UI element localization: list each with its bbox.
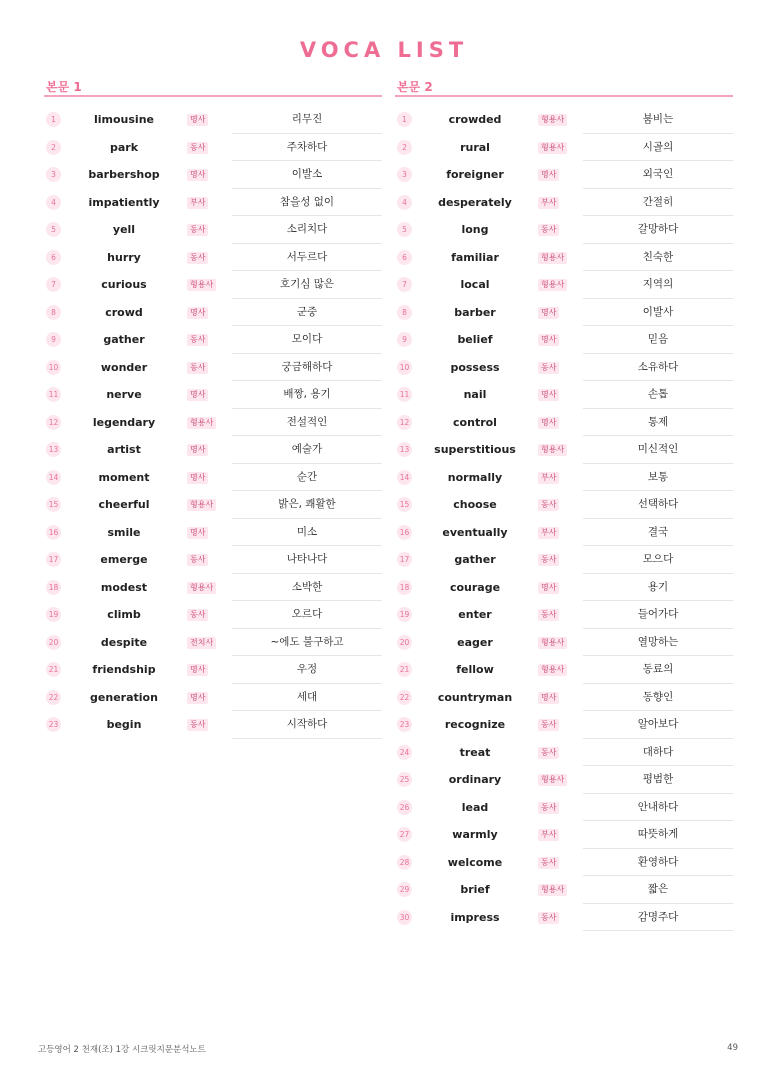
vocab-row: [395, 546, 733, 574]
vocab-meaning: 나타나다: [232, 546, 382, 574]
part-of-speech-badge: 동사: [538, 362, 559, 374]
item-number: 6: [46, 250, 61, 265]
item-number: 1: [46, 112, 61, 127]
item-number: 5: [46, 222, 61, 237]
vocab-meaning: 참을성 없이: [232, 189, 382, 217]
part-of-speech-badge: 동사: [538, 747, 559, 759]
part-of-speech-badge: 명사: [187, 692, 208, 704]
vocab-row: [395, 326, 733, 354]
vocab-meaning: 간절히: [583, 189, 733, 217]
part-of-speech-badge: 동사: [187, 609, 208, 621]
vocab-meaning: 서두르다: [232, 244, 382, 272]
vocab-meaning: 평범한: [583, 766, 733, 794]
vocab-row: [395, 106, 733, 134]
item-number: 3: [46, 167, 61, 182]
vocab-row: [44, 299, 382, 327]
item-number: 18: [46, 580, 61, 595]
vocab-meaning: 대하다: [583, 739, 733, 767]
page-title: VOCA LIST: [299, 38, 469, 62]
vocab-word: enter: [458, 608, 492, 621]
vocab-meaning: 통제: [583, 409, 733, 437]
vocab-row: [44, 271, 382, 299]
vocab-meaning: 지역의: [583, 271, 733, 299]
vocab-word: gather: [454, 553, 496, 566]
part-of-speech-badge: 명사: [187, 444, 208, 456]
part-of-speech-badge: 형용사: [538, 114, 567, 126]
item-number: 2: [397, 140, 412, 155]
vocab-list: [44, 106, 382, 739]
part-of-speech-badge: 부사: [538, 829, 559, 841]
vocab-meaning: 호기심 많은: [232, 271, 382, 299]
vocab-row: [395, 794, 733, 822]
page-number: 49: [727, 1043, 738, 1053]
vocab-meaning: 소유하다: [583, 354, 733, 382]
vocab-word: limousine: [93, 113, 154, 126]
vocab-row: [395, 189, 733, 217]
vocab-row: [44, 491, 382, 519]
vocab-word: curious: [101, 278, 147, 291]
item-number: 6: [397, 250, 412, 265]
vocab-row: [395, 656, 733, 684]
part-of-speech-badge: 부사: [538, 472, 559, 484]
vocab-meaning: 예술가: [232, 436, 382, 464]
vocab-word: hurry: [107, 250, 141, 264]
vocab-word: legendary: [92, 415, 156, 429]
vocab-word: familiar: [451, 250, 499, 264]
vocab-row: [44, 436, 382, 464]
vocab-word: foreigner: [446, 168, 504, 181]
vocab-row: [395, 601, 733, 629]
vocab-row: [44, 381, 382, 409]
item-number: 19: [397, 607, 412, 622]
footer-text: 고등영어 2 천재(조) 1강 시크릿지문분석노트: [38, 1045, 206, 1055]
vocab-meaning: 소리치다: [232, 216, 382, 244]
part-of-speech-badge: 형용사: [538, 637, 567, 649]
item-number: 21: [46, 662, 61, 677]
vocab-row: [395, 299, 733, 327]
vocab-meaning: 군중: [232, 299, 382, 327]
item-number: 14: [46, 470, 61, 485]
vocab-word: gather: [103, 333, 145, 346]
part-of-speech-badge: 동사: [187, 362, 208, 374]
part-of-speech-badge: 명사: [538, 307, 559, 319]
vocab-row: [395, 519, 733, 547]
part-of-speech-badge: 부사: [538, 197, 559, 209]
vocab-row: [395, 271, 733, 299]
vocab-meaning: ~에도 불구하고: [232, 629, 382, 657]
vocab-word: lead: [461, 800, 489, 814]
part-of-speech-badge: 명사: [187, 472, 208, 484]
vocab-meaning: 짧은: [583, 876, 733, 904]
part-of-speech-badge: 명사: [538, 169, 559, 181]
vocab-word: artist: [107, 443, 141, 456]
part-of-speech-badge: 동사: [187, 554, 208, 566]
vocab-word: normally: [447, 470, 503, 484]
vocab-row: [395, 464, 733, 492]
item-number: 16: [46, 525, 61, 540]
vocab-meaning: 안내하다: [583, 794, 733, 822]
item-number: 5: [397, 222, 412, 237]
item-number: 12: [397, 415, 412, 430]
item-number: 13: [397, 442, 412, 457]
vocab-row: [44, 656, 382, 684]
vocab-meaning: 들어가다: [583, 601, 733, 629]
item-number: 27: [397, 827, 412, 842]
part-of-speech-badge: 동사: [538, 554, 559, 566]
vocab-word: barber: [454, 305, 496, 319]
vocab-word: choose: [453, 498, 497, 511]
part-of-speech-badge: 형용사: [538, 884, 567, 896]
item-number: 18: [397, 580, 412, 595]
vocab-word: nail: [463, 388, 487, 401]
vocab-word: brief: [460, 883, 490, 896]
vocab-meaning: 모으다: [583, 546, 733, 574]
vocab-meaning: 우정: [232, 656, 382, 684]
vocab-word: crowded: [448, 113, 502, 126]
vocab-word: modest: [100, 580, 148, 594]
vocab-word: eager: [457, 635, 493, 649]
item-number: 23: [397, 717, 412, 732]
vocab-meaning: 전설적인: [232, 409, 382, 437]
part-of-speech-badge: 명사: [538, 692, 559, 704]
vocab-row: [395, 821, 733, 849]
vocab-word: ordinary: [448, 773, 502, 786]
item-number: 26: [397, 800, 412, 815]
vocab-word: warmly: [452, 828, 498, 841]
vocab-word: rural: [460, 140, 490, 154]
vocab-meaning: 손톱: [583, 381, 733, 409]
item-number: 9: [46, 332, 61, 347]
section-title: 본문 1: [44, 78, 382, 97]
vocab-row: [44, 546, 382, 574]
item-number: 9: [397, 332, 412, 347]
part-of-speech-badge: 명사: [538, 417, 559, 429]
item-number: 30: [397, 910, 412, 925]
vocab-row: [44, 684, 382, 712]
vocab-meaning: 환영하다: [583, 849, 733, 877]
vocab-word: impatiently: [88, 195, 160, 209]
item-number: 4: [397, 195, 412, 210]
part-of-speech-badge: 동사: [538, 224, 559, 236]
part-of-speech-badge: 동사: [187, 719, 208, 731]
part-of-speech-badge: 형용사: [538, 444, 567, 456]
vocab-row: [44, 711, 382, 739]
vocab-meaning: 알아보다: [583, 711, 733, 739]
vocab-row: [395, 354, 733, 382]
vocab-word: friendship: [92, 663, 156, 676]
part-of-speech-badge: 형용사: [538, 252, 567, 264]
part-of-speech-badge: 동사: [187, 224, 208, 236]
vocab-word: belief: [457, 333, 493, 346]
vocab-row: [395, 766, 733, 794]
vocab-meaning: 동향인: [583, 684, 733, 712]
vocab-meaning: 믿음: [583, 326, 733, 354]
part-of-speech-badge: 전치사: [187, 637, 216, 649]
vocab-word: welcome: [447, 855, 503, 869]
part-of-speech-badge: 부사: [187, 197, 208, 209]
item-number: 8: [397, 305, 412, 320]
vocab-word: desperately: [438, 195, 512, 209]
vocab-row: [44, 519, 382, 547]
vocab-word: superstitious: [434, 443, 516, 456]
vocab-row: [44, 354, 382, 382]
vocab-row: [395, 876, 733, 904]
part-of-speech-badge: 동사: [538, 857, 559, 869]
vocab-row: [44, 629, 382, 657]
item-number: 12: [46, 415, 61, 430]
vocab-meaning: 소박한: [232, 574, 382, 602]
vocab-word: fellow: [456, 663, 494, 676]
vocab-meaning: 세대: [232, 684, 382, 712]
vocab-row: [395, 629, 733, 657]
vocab-word: possess: [450, 360, 500, 374]
item-number: 19: [46, 607, 61, 622]
vocab-word: countryman: [437, 690, 513, 704]
part-of-speech-badge: 명사: [187, 169, 208, 181]
item-number: 4: [46, 195, 61, 210]
vocab-word: crowd: [105, 305, 143, 319]
item-number: 25: [397, 772, 412, 787]
vocab-row: [44, 326, 382, 354]
vocab-row: [44, 601, 382, 629]
part-of-speech-badge: 동사: [538, 802, 559, 814]
vocab-row: [44, 409, 382, 437]
vocab-word: climb: [107, 608, 141, 621]
section-2: [395, 78, 733, 931]
vocab-row: [44, 161, 382, 189]
part-of-speech-badge: 명사: [187, 664, 208, 676]
part-of-speech-badge: 형용사: [538, 664, 567, 676]
vocab-row: [395, 904, 733, 932]
vocab-word: emerge: [100, 553, 148, 566]
part-of-speech-badge: 형용사: [187, 417, 216, 429]
vocab-word: despite: [100, 635, 148, 649]
vocab-meaning: 외국인: [583, 161, 733, 189]
vocab-row: [395, 574, 733, 602]
vocab-word: generation: [90, 690, 158, 704]
item-number: 3: [397, 167, 412, 182]
item-number: 17: [397, 552, 412, 567]
vocab-word: park: [109, 140, 139, 154]
vocab-row: [44, 216, 382, 244]
part-of-speech-badge: 형용사: [187, 279, 216, 291]
item-number: 28: [397, 855, 412, 870]
vocab-meaning: 주차하다: [232, 134, 382, 162]
part-of-speech-badge: 동사: [538, 719, 559, 731]
vocab-row: [395, 849, 733, 877]
part-of-speech-badge: 동사: [187, 334, 208, 346]
vocab-meaning: 동료의: [583, 656, 733, 684]
section-title: 본문 2: [395, 78, 733, 97]
item-number: 13: [46, 442, 61, 457]
vocab-meaning: 배짱, 용기: [232, 381, 382, 409]
item-number: 17: [46, 552, 61, 567]
part-of-speech-badge: 명사: [187, 389, 208, 401]
item-number: 16: [397, 525, 412, 540]
vocab-row: [395, 684, 733, 712]
part-of-speech-badge: 명사: [187, 307, 208, 319]
vocab-meaning: 결국: [583, 519, 733, 547]
vocab-meaning: 모이다: [232, 326, 382, 354]
vocab-word: courage: [449, 580, 501, 594]
vocab-word: wonder: [100, 360, 148, 374]
vocab-meaning: 오르다: [232, 601, 382, 629]
vocab-meaning: 친숙한: [583, 244, 733, 272]
section-1: [44, 78, 382, 739]
vocab-word: smile: [107, 525, 141, 539]
vocab-row: [44, 134, 382, 162]
vocab-meaning: 순간: [232, 464, 382, 492]
item-number: 20: [46, 635, 61, 650]
vocab-row: [395, 409, 733, 437]
vocab-row: [44, 464, 382, 492]
vocab-row: [395, 491, 733, 519]
vocab-row: [395, 436, 733, 464]
vocab-word: control: [453, 415, 497, 429]
vocab-row: [395, 739, 733, 767]
part-of-speech-badge: 부사: [538, 527, 559, 539]
vocab-word: nerve: [106, 388, 142, 401]
item-number: 11: [46, 387, 61, 402]
part-of-speech-badge: 명사: [538, 389, 559, 401]
vocab-word: local: [460, 278, 490, 291]
part-of-speech-badge: 명사: [538, 582, 559, 594]
vocab-meaning: 리무진: [232, 106, 382, 134]
vocab-word: barbershop: [88, 168, 160, 181]
item-number: 21: [397, 662, 412, 677]
item-number: 8: [46, 305, 61, 320]
vocab-row: [395, 244, 733, 272]
vocab-word: moment: [98, 470, 150, 484]
vocab-row: [395, 161, 733, 189]
vocab-meaning: 보통: [583, 464, 733, 492]
item-number: 11: [397, 387, 412, 402]
vocab-meaning: 이발사: [583, 299, 733, 327]
item-number: 20: [397, 635, 412, 650]
part-of-speech-badge: 동사: [538, 912, 559, 924]
item-number: 23: [46, 717, 61, 732]
part-of-speech-badge: 동사: [187, 142, 208, 154]
item-number: 22: [397, 690, 412, 705]
vocab-meaning: 궁금해하다: [232, 354, 382, 382]
vocab-meaning: 선택하다: [583, 491, 733, 519]
item-number: 14: [397, 470, 412, 485]
part-of-speech-badge: 형용사: [538, 279, 567, 291]
item-number: 22: [46, 690, 61, 705]
vocab-meaning: 감명주다: [583, 904, 733, 932]
vocab-word: begin: [106, 718, 142, 731]
vocab-row: [44, 106, 382, 134]
part-of-speech-badge: 형용사: [187, 582, 216, 594]
item-number: 15: [397, 497, 412, 512]
vocab-word: eventually: [442, 525, 508, 539]
vocab-meaning: 용기: [583, 574, 733, 602]
part-of-speech-badge: 형용사: [187, 499, 216, 511]
vocab-meaning: 미신적인: [583, 436, 733, 464]
part-of-speech-badge: 동사: [187, 252, 208, 264]
vocab-meaning: 갈망하다: [583, 216, 733, 244]
vocab-row: [44, 574, 382, 602]
vocab-word: treat: [459, 745, 491, 759]
item-number: 10: [46, 360, 61, 375]
vocab-meaning: 시골의: [583, 134, 733, 162]
item-number: 1: [397, 112, 412, 127]
vocab-row: [395, 134, 733, 162]
item-number: 7: [46, 277, 61, 292]
vocab-word: impress: [450, 910, 500, 924]
part-of-speech-badge: 명사: [538, 334, 559, 346]
item-number: 7: [397, 277, 412, 292]
part-of-speech-badge: 동사: [538, 499, 559, 511]
item-number: 15: [46, 497, 61, 512]
vocab-meaning: 시작하다: [232, 711, 382, 739]
vocab-meaning: 붐비는: [583, 106, 733, 134]
vocab-meaning: 밝은, 쾌활한: [232, 491, 382, 519]
vocab-meaning: 따뜻하게: [583, 821, 733, 849]
vocab-word: cheerful: [98, 498, 150, 511]
vocab-word: recognize: [444, 718, 506, 731]
item-number: 24: [397, 745, 412, 760]
vocab-meaning: 미소: [232, 519, 382, 547]
part-of-speech-badge: 형용사: [538, 142, 567, 154]
vocab-meaning: 열망하는: [583, 629, 733, 657]
vocab-row: [395, 216, 733, 244]
item-number: 10: [397, 360, 412, 375]
part-of-speech-badge: 명사: [187, 527, 208, 539]
vocab-meaning: 이발소: [232, 161, 382, 189]
part-of-speech-badge: 명사: [187, 114, 208, 126]
part-of-speech-badge: 동사: [538, 609, 559, 621]
vocab-row: [44, 244, 382, 272]
vocab-row: [395, 711, 733, 739]
item-number: 29: [397, 882, 412, 897]
vocab-word: long: [461, 223, 489, 236]
part-of-speech-badge: 형용사: [538, 774, 567, 786]
vocab-list: [395, 106, 733, 931]
item-number: 2: [46, 140, 61, 155]
vocab-word: yell: [112, 223, 136, 236]
vocab-row: [395, 381, 733, 409]
vocab-row: [44, 189, 382, 217]
